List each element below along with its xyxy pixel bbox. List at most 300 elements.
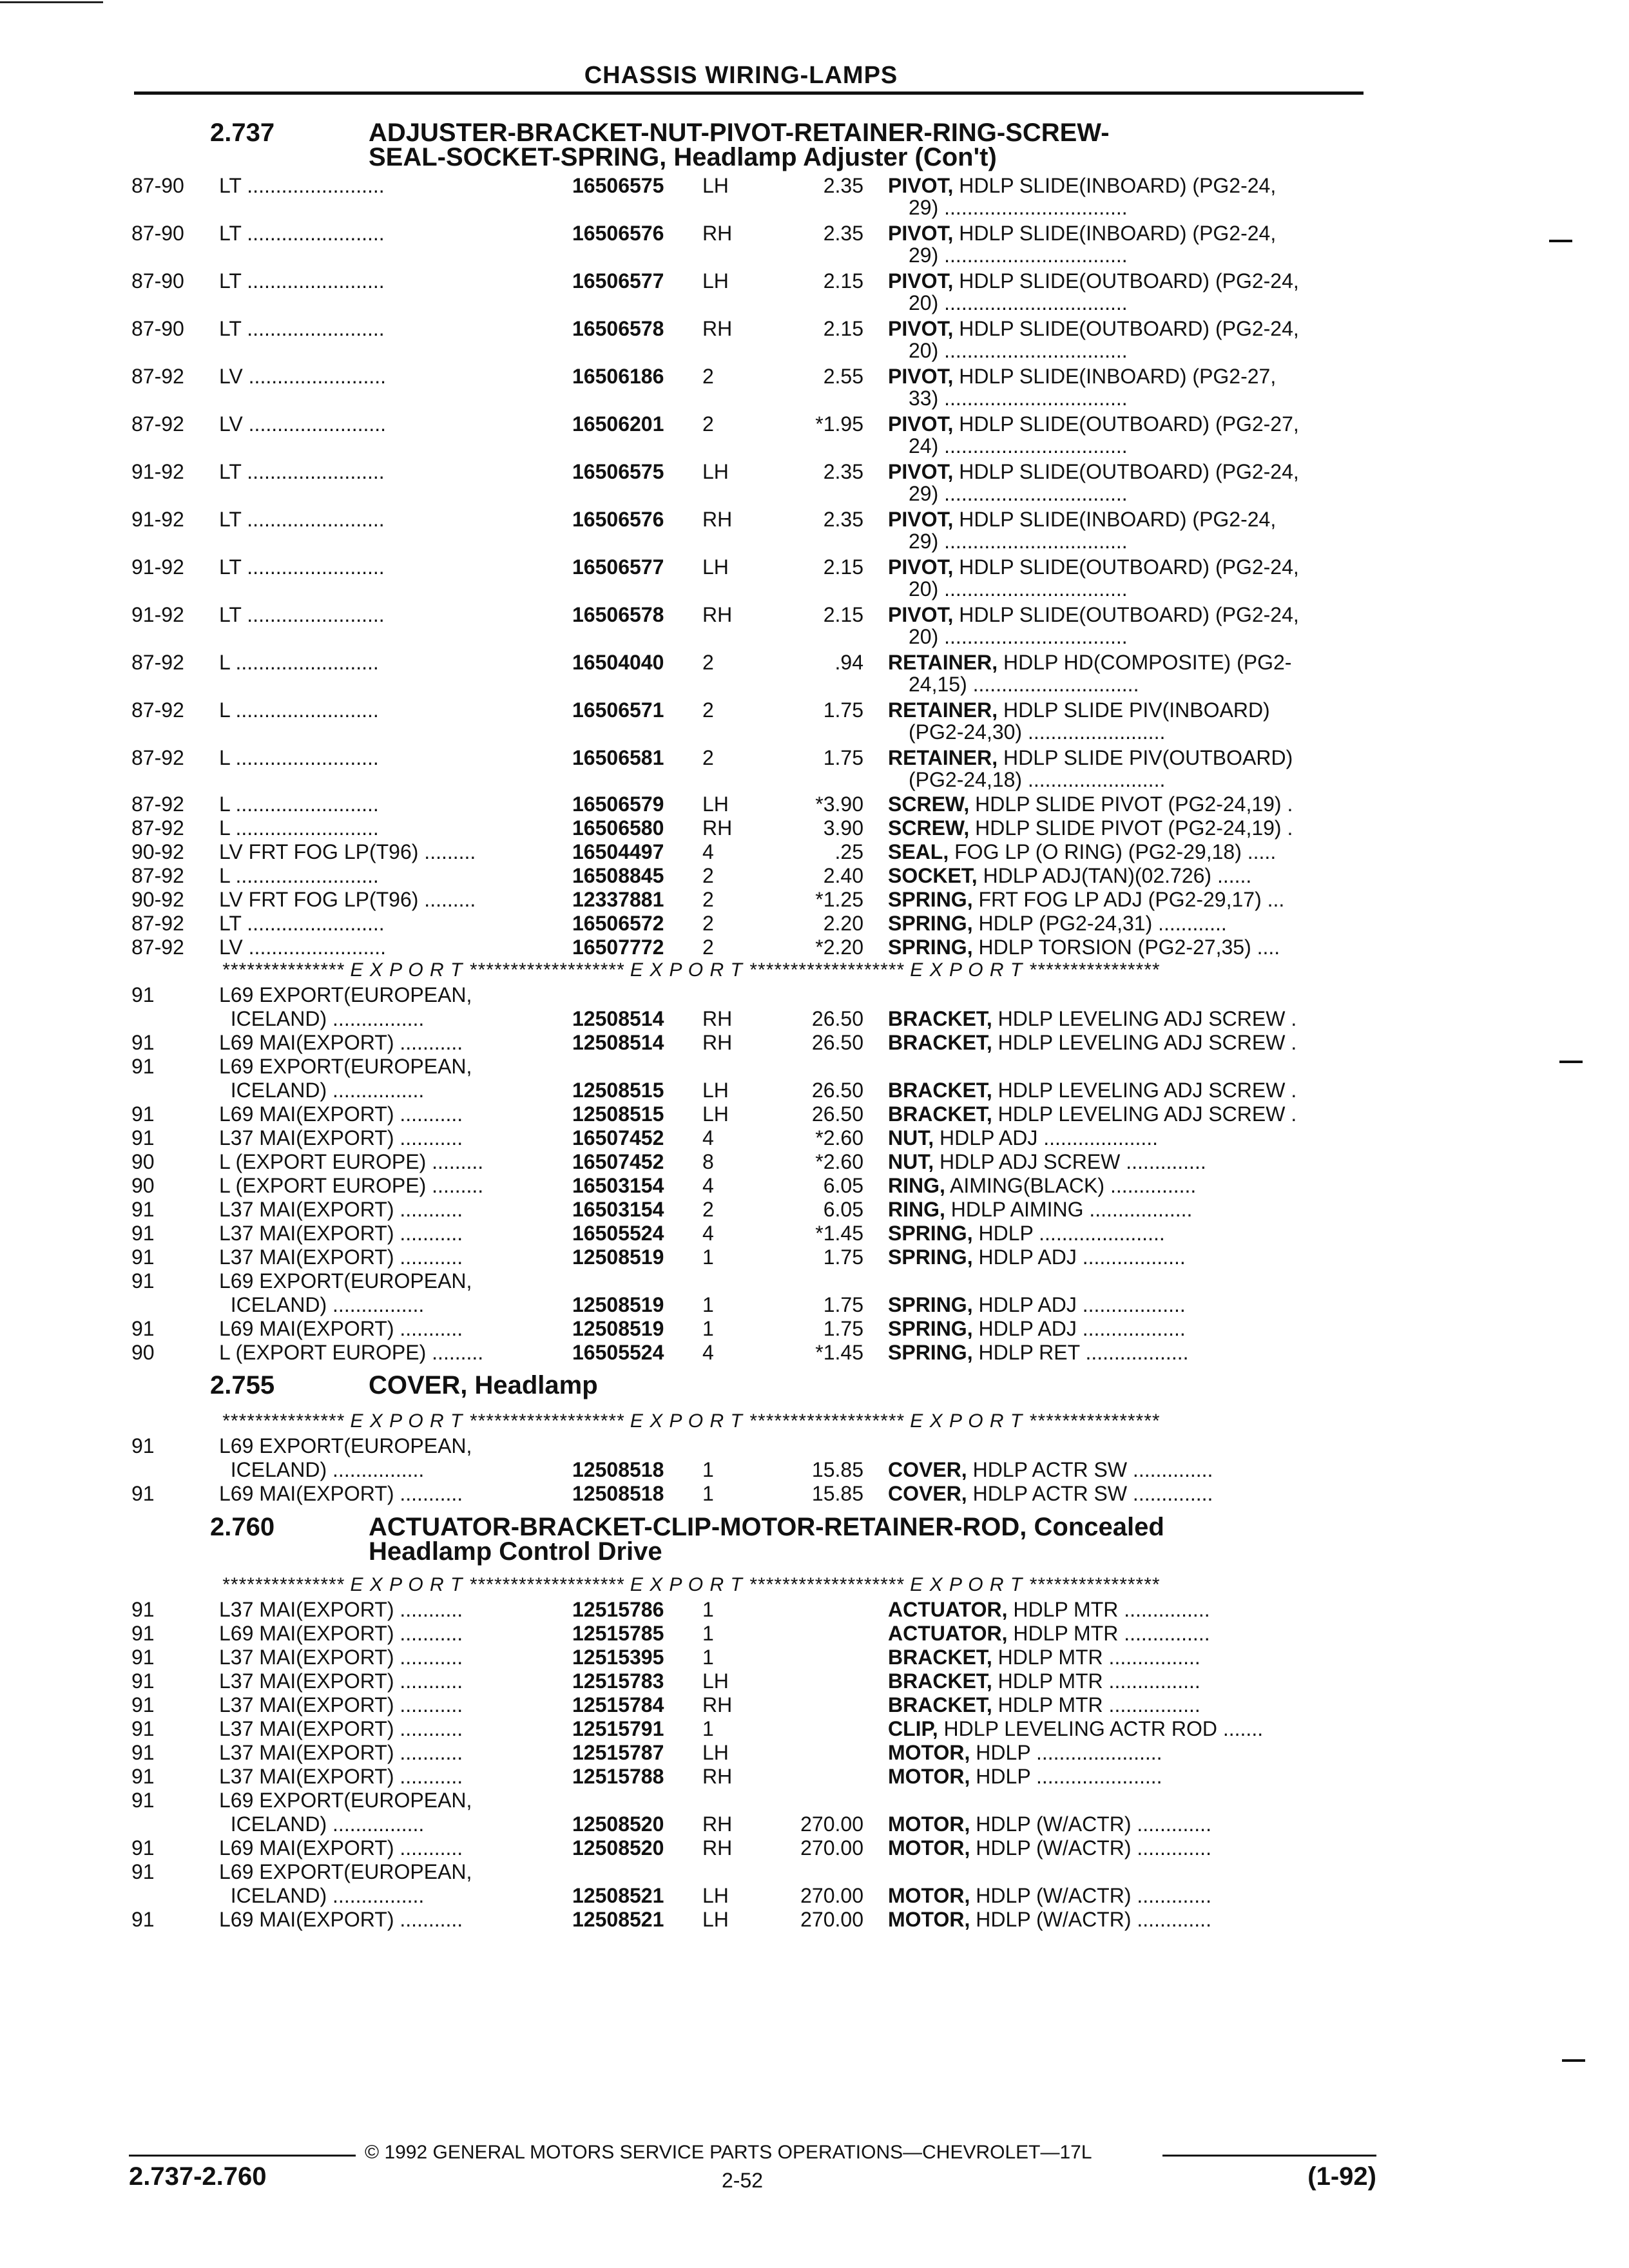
part-description	[888, 555, 1365, 579]
application: LT ........................	[219, 912, 385, 935]
part-name: SCREW,	[888, 816, 970, 840]
price: 26.50	[811, 1102, 863, 1126]
quantity: RH	[702, 1031, 733, 1054]
table-row	[0, 1693, 1629, 1716]
application: L69 MAI(EXPORT) ...........	[219, 1482, 463, 1505]
part-name: MOTOR,	[888, 1765, 970, 1788]
table-row	[0, 1622, 1629, 1645]
part-number: 16507452	[572, 1126, 664, 1149]
part-description-continued: 29) ................................	[909, 530, 1128, 553]
application: L69 MAI(EXPORT) ...........	[219, 1908, 463, 1931]
part-name: PIVOT,	[888, 317, 954, 340]
export-banner: *************** E X P O R T ******************* E X P O R T ******************* E X P O R T ****************	[222, 1411, 1160, 1432]
part-detail: HDLP SLIDE(OUTBOARD) (PG2-24,	[953, 603, 1299, 626]
quantity: LH	[702, 269, 729, 293]
table-row	[0, 508, 1629, 531]
application: L69 EXPORT(EUROPEAN,	[219, 1269, 472, 1293]
part-detail: HDLP AIMING ..................	[945, 1198, 1193, 1221]
part-description	[888, 1031, 1365, 1054]
part-detail: HDLP ......................	[970, 1741, 1162, 1764]
model-year: 91	[131, 1031, 155, 1054]
application: ICELAND) ................	[219, 1079, 425, 1102]
part-number: 16506575	[572, 460, 664, 483]
model-year: 87-92	[131, 936, 184, 959]
part-number: 16505524	[572, 1222, 664, 1245]
part-detail: HDLP (W/ACTR) .............	[970, 1836, 1211, 1860]
part-description	[888, 1198, 1365, 1221]
part-name: SPRING,	[888, 888, 973, 911]
part-description-continued: 24,15) .............................	[909, 673, 1139, 696]
part-description	[888, 1836, 1365, 1860]
part-detail: HDLP SLIDE(INBOARD) (PG2-27,	[953, 365, 1277, 388]
part-name: RING,	[888, 1174, 945, 1197]
part-description	[888, 1669, 1365, 1693]
price: 2.55	[823, 365, 863, 388]
part-description	[888, 317, 1365, 340]
model-year: 87-92	[131, 816, 184, 840]
part-description	[888, 1598, 1365, 1621]
part-description	[888, 1317, 1365, 1340]
application: ICELAND) ................	[219, 1884, 425, 1907]
table-row	[0, 365, 1629, 388]
section-number: 2.760	[210, 1513, 275, 1541]
section-number: 2.737	[210, 119, 275, 147]
part-description	[888, 1741, 1365, 1764]
application: LV FRT FOG LP(T96) .........	[219, 840, 476, 863]
price: *1.25	[815, 888, 863, 911]
part-number: 12508515	[572, 1079, 664, 1102]
quantity: LH	[702, 1669, 729, 1693]
part-number: 16506201	[572, 412, 664, 436]
price: 1.75	[823, 1317, 863, 1340]
model-year: 91	[131, 1765, 155, 1788]
quantity: RH	[702, 1693, 733, 1716]
application: L (EXPORT EUROPE) .........	[219, 1341, 484, 1364]
price: 2.15	[823, 603, 863, 626]
quantity: 1	[702, 1458, 714, 1481]
part-description	[888, 174, 1365, 197]
section-number: 2.755	[210, 1371, 275, 1399]
part-name: BRACKET,	[888, 1102, 992, 1126]
table-row	[0, 1482, 1629, 1505]
quantity: LH	[702, 1102, 729, 1126]
section-title: ACTUATOR-BRACKET-CLIP-MOTOR-RETAINER-ROD, Concealed	[369, 1513, 1164, 1541]
table-row	[0, 555, 1629, 579]
table-row	[0, 1198, 1629, 1221]
model-year: 87-92	[131, 698, 184, 722]
part-description-continued: (PG2-24,18) ........................	[909, 768, 1166, 791]
quantity: RH	[702, 816, 733, 840]
price: *3.90	[815, 793, 863, 816]
part-number: 16506186	[572, 365, 664, 388]
price: 270.00	[800, 1884, 863, 1907]
part-number: 12508520	[572, 1836, 664, 1860]
quantity: LH	[702, 1884, 729, 1907]
part-detail: HDLP ADJ ..................	[972, 1245, 1186, 1269]
part-description	[888, 1222, 1365, 1245]
application: L .........................	[219, 698, 379, 722]
part-name: BRACKET,	[888, 1007, 992, 1030]
price: *2.20	[815, 936, 863, 959]
part-description	[888, 1150, 1365, 1173]
part-detail: HDLP SLIDE(OUTBOARD) (PG2-24,	[953, 269, 1299, 293]
part-name: MOTOR,	[888, 1884, 970, 1907]
part-detail: HDLP LEVELING ADJ SCREW .	[992, 1102, 1297, 1126]
part-number: 12515785	[572, 1622, 664, 1645]
model-year: 91	[131, 1622, 155, 1645]
part-detail: HDLP ADJ ....................	[934, 1126, 1159, 1149]
application: L69 MAI(EXPORT) ...........	[219, 1102, 463, 1126]
table-row-continuation	[0, 768, 1629, 791]
model-year: 91	[131, 1434, 155, 1457]
quantity: 2	[702, 912, 714, 935]
part-number: 16506580	[572, 816, 664, 840]
section-title: COVER, Headlamp	[369, 1371, 598, 1399]
model-year: 87-92	[131, 912, 184, 935]
application: L37 MAI(EXPORT) ...........	[219, 1245, 463, 1269]
model-year: 91	[131, 1055, 155, 1078]
part-name: SPRING,	[888, 912, 973, 935]
part-name: NUT,	[888, 1126, 934, 1149]
quantity: RH	[702, 1007, 733, 1030]
table-row	[0, 317, 1629, 340]
application: LT ........................	[219, 317, 385, 340]
part-name: RETAINER,	[888, 746, 998, 769]
table-row	[0, 1245, 1629, 1269]
quantity: RH	[702, 317, 733, 340]
quantity: LH	[702, 555, 729, 579]
table-row	[0, 1150, 1629, 1173]
part-number: 16506572	[572, 912, 664, 935]
price: 1.75	[823, 1245, 863, 1269]
price: 2.15	[823, 317, 863, 340]
table-row	[0, 864, 1629, 887]
part-name: CLIP,	[888, 1717, 938, 1740]
price: *1.45	[815, 1222, 863, 1245]
part-number: 12508519	[572, 1245, 664, 1269]
quantity: 4	[702, 1126, 714, 1149]
part-detail: HDLP SLIDE(INBOARD) (PG2-24,	[953, 174, 1277, 197]
price: 2.35	[823, 222, 863, 245]
part-name: PIVOT,	[888, 460, 954, 483]
table-row	[0, 793, 1629, 816]
part-number: 12515791	[572, 1717, 664, 1740]
table-row	[0, 1860, 1629, 1883]
part-name: MOTOR,	[888, 1908, 970, 1931]
table-row	[0, 1222, 1629, 1245]
table-row-continuation	[0, 482, 1629, 505]
application: L69 EXPORT(EUROPEAN,	[219, 983, 472, 1006]
quantity: 2	[702, 864, 714, 887]
footer-rule-right	[1162, 2155, 1376, 2157]
part-detail: HDLP ADJ(TAN)(02.726) ......	[977, 864, 1252, 887]
application: L69 MAI(EXPORT) ...........	[219, 1622, 463, 1645]
table-row	[0, 1434, 1629, 1457]
application: LT ........................	[219, 508, 385, 531]
quantity: 4	[702, 1222, 714, 1245]
quantity: 2	[702, 698, 714, 722]
table-row	[0, 1741, 1629, 1764]
model-year: 91	[131, 983, 155, 1006]
application: ICELAND) ................	[219, 1458, 425, 1481]
quantity: RH	[702, 603, 733, 626]
model-year: 91	[131, 1908, 155, 1931]
application: L69 MAI(EXPORT) ...........	[219, 1836, 463, 1860]
model-year: 91	[131, 1646, 155, 1669]
model-year: 87-92	[131, 864, 184, 887]
part-description	[888, 816, 1365, 840]
application: LT ........................	[219, 174, 385, 197]
table-row-continuation	[0, 196, 1629, 219]
part-number: 16506577	[572, 555, 664, 579]
part-name: BRACKET,	[888, 1079, 992, 1102]
part-number: 16506575	[572, 174, 664, 197]
application: L69 EXPORT(EUROPEAN,	[219, 1860, 472, 1883]
application: LT ........................	[219, 460, 385, 483]
part-detail: HDLP (PG2-24,31) ............	[972, 912, 1227, 935]
part-name: PIVOT,	[888, 222, 954, 245]
price: *1.45	[815, 1341, 863, 1364]
part-name: SPRING,	[888, 1293, 973, 1316]
model-year: 87-90	[131, 269, 184, 293]
part-detail: HDLP SLIDE(OUTBOARD) (PG2-24,	[953, 555, 1299, 579]
part-detail: HDLP HD(COMPOSITE) (PG2-	[998, 651, 1292, 674]
model-year: 87-92	[131, 651, 184, 674]
part-name: PIVOT,	[888, 603, 954, 626]
part-description-continued: 29) ................................	[909, 196, 1128, 219]
table-row	[0, 1812, 1629, 1836]
quantity: 1	[702, 1622, 714, 1645]
model-year: 87-90	[131, 222, 184, 245]
price: *1.95	[815, 412, 863, 436]
model-year: 91	[131, 1126, 155, 1149]
table-row	[0, 1079, 1629, 1102]
application: ICELAND) ................	[219, 1007, 425, 1030]
model-year: 91	[131, 1198, 155, 1221]
part-detail: AIMING(BLACK) ...............	[945, 1174, 1197, 1197]
part-description-continued: 33) ................................	[909, 387, 1128, 410]
application: L .........................	[219, 816, 379, 840]
section-title-continued: SEAL-SOCKET-SPRING, Headlamp Adjuster (Con't)	[369, 143, 997, 171]
table-row	[0, 746, 1629, 769]
application: L37 MAI(EXPORT) ...........	[219, 1741, 463, 1764]
model-year: 90	[131, 1341, 155, 1364]
part-description	[888, 1174, 1365, 1197]
application: LT ........................	[219, 555, 385, 579]
part-detail: HDLP LEVELING ACTR ROD .......	[938, 1717, 1264, 1740]
price: 26.50	[811, 1031, 863, 1054]
quantity: LH	[702, 1741, 729, 1764]
part-number: 12515395	[572, 1646, 664, 1669]
part-description	[888, 793, 1365, 816]
part-description	[888, 508, 1365, 531]
part-description	[888, 1245, 1365, 1269]
model-year: 90	[131, 1150, 155, 1173]
application: L69 EXPORT(EUROPEAN,	[219, 1789, 472, 1812]
part-name: SEAL,	[888, 840, 949, 863]
top-edge-rule	[0, 1, 103, 3]
part-name: SCREW,	[888, 793, 970, 816]
footer-date: (1-92)	[1307, 2162, 1376, 2191]
price: 1.75	[823, 746, 863, 769]
part-description-continued: 24) ................................	[909, 434, 1128, 457]
part-name: PIVOT,	[888, 508, 954, 531]
model-year: 91	[131, 1102, 155, 1126]
application: L69 MAI(EXPORT) ...........	[219, 1031, 463, 1054]
part-detail: HDLP SLIDE(OUTBOARD) (PG2-24,	[953, 460, 1299, 483]
part-number: 16504497	[572, 840, 664, 863]
table-row-continuation	[0, 244, 1629, 267]
part-description	[888, 222, 1365, 245]
table-row	[0, 1007, 1629, 1030]
table-row-continuation	[0, 339, 1629, 362]
part-description-continued: 29) ................................	[909, 244, 1128, 267]
model-year: 91	[131, 1245, 155, 1269]
part-number: 12515788	[572, 1765, 664, 1788]
part-detail: HDLP SLIDE PIV(OUTBOARD)	[998, 746, 1293, 769]
section-heading	[210, 120, 1370, 171]
table-row	[0, 1293, 1629, 1316]
table-row-continuation	[0, 530, 1629, 553]
footer-page-number: 2-52	[722, 2169, 764, 2192]
application: L (EXPORT EUROPE) .........	[219, 1174, 484, 1197]
part-description-continued: (PG2-24,30) ........................	[909, 720, 1166, 744]
application: LV ........................	[219, 412, 387, 436]
part-description	[888, 698, 1365, 722]
part-detail: HDLP (W/ACTR) .............	[970, 1884, 1211, 1907]
model-year: 87-92	[131, 746, 184, 769]
table-row-continuation	[0, 673, 1629, 696]
part-name: SPRING,	[888, 1222, 973, 1245]
part-description	[888, 1884, 1365, 1907]
quantity: 1	[702, 1245, 714, 1269]
part-name: MOTOR,	[888, 1741, 970, 1764]
quantity: 8	[702, 1150, 714, 1173]
part-description	[888, 864, 1365, 887]
quantity: LH	[702, 460, 729, 483]
model-year: 87-92	[131, 793, 184, 816]
application: L37 MAI(EXPORT) ...........	[219, 1198, 463, 1221]
application: LV FRT FOG LP(T96) .........	[219, 888, 476, 911]
part-detail: HDLP (W/ACTR) .............	[970, 1812, 1211, 1836]
part-detail: HDLP ADJ SCREW ..............	[934, 1150, 1206, 1173]
header-rule	[134, 91, 1364, 95]
part-detail: HDLP SLIDE(INBOARD) (PG2-24,	[953, 222, 1277, 245]
quantity: RH	[702, 508, 733, 531]
application: L69 EXPORT(EUROPEAN,	[219, 1434, 472, 1457]
part-number: 16504040	[572, 651, 664, 674]
model-year: 91-92	[131, 508, 184, 531]
part-number: 12508519	[572, 1317, 664, 1340]
application: ICELAND) ................	[219, 1812, 425, 1836]
part-detail: HDLP LEVELING ADJ SCREW .	[992, 1031, 1297, 1054]
table-row	[0, 840, 1629, 863]
section-title: ADJUSTER-BRACKET-NUT-PIVOT-RETAINER-RING-SCREW-	[369, 119, 1110, 147]
part-detail: HDLP RET ..................	[972, 1341, 1189, 1364]
part-number: 16506576	[572, 222, 664, 245]
part-name: BRACKET,	[888, 1031, 992, 1054]
quantity: RH	[702, 1765, 733, 1788]
price: 2.35	[823, 460, 863, 483]
application: L .........................	[219, 746, 379, 769]
part-description	[888, 1717, 1365, 1740]
part-detail: HDLP ACTR SW ..............	[967, 1482, 1213, 1505]
footer-rule-left	[129, 2155, 356, 2157]
application: L .........................	[219, 864, 379, 887]
table-row	[0, 1598, 1629, 1621]
application: LV ........................	[219, 365, 387, 388]
price: 26.50	[811, 1079, 863, 1102]
part-detail: HDLP SLIDE(INBOARD) (PG2-24,	[953, 508, 1277, 531]
part-number: 16506571	[572, 698, 664, 722]
quantity: 2	[702, 746, 714, 769]
footer-section-range: 2.737-2.760	[129, 2162, 267, 2191]
table-row-continuation	[0, 625, 1629, 648]
part-detail: HDLP MTR ...............	[1007, 1598, 1210, 1621]
part-number: 16503154	[572, 1198, 664, 1221]
model-year: 91	[131, 1789, 155, 1812]
part-description	[888, 912, 1365, 935]
quantity: 4	[702, 840, 714, 863]
application: L37 MAI(EXPORT) ...........	[219, 1693, 463, 1716]
model-year: 91	[131, 1669, 155, 1693]
application: L (EXPORT EUROPE) .........	[219, 1150, 484, 1173]
section-title-continued: Headlamp Control Drive	[369, 1537, 662, 1566]
quantity: LH	[702, 1079, 729, 1102]
application: L37 MAI(EXPORT) ...........	[219, 1222, 463, 1245]
table-row	[0, 1717, 1629, 1740]
price: 2.40	[823, 864, 863, 887]
quantity: 4	[702, 1341, 714, 1364]
model-year: 90	[131, 1174, 155, 1197]
part-detail: HDLP SLIDE PIVOT (PG2-24,19) .	[969, 793, 1293, 816]
part-detail: HDLP MTR ................	[992, 1646, 1200, 1669]
page-title: CHASSIS WIRING-LAMPS	[584, 62, 898, 89]
part-description	[888, 1293, 1365, 1316]
table-row	[0, 698, 1629, 722]
part-name: PIVOT,	[888, 412, 954, 436]
part-name: RETAINER,	[888, 698, 998, 722]
price: 2.15	[823, 269, 863, 293]
part-number: 12508515	[572, 1102, 664, 1126]
quantity: 2	[702, 936, 714, 959]
part-number: 16505524	[572, 1341, 664, 1364]
part-number: 12515786	[572, 1598, 664, 1621]
part-description	[888, 1482, 1365, 1505]
model-year: 91	[131, 1482, 155, 1505]
table-row	[0, 1341, 1629, 1364]
table-row	[0, 1317, 1629, 1340]
part-number: 16507452	[572, 1150, 664, 1173]
part-detail: HDLP LEVELING ADJ SCREW .	[992, 1079, 1297, 1102]
part-name: BRACKET,	[888, 1646, 992, 1669]
part-description	[888, 1079, 1365, 1102]
model-year: 91	[131, 1317, 155, 1340]
part-description	[888, 840, 1365, 863]
price: *2.60	[815, 1126, 863, 1149]
part-name: NUT,	[888, 1150, 934, 1173]
part-name: SPRING,	[888, 1341, 973, 1364]
part-description-continued: 20) ................................	[909, 339, 1128, 362]
part-name: SPRING,	[888, 936, 973, 959]
part-description-continued: 20) ................................	[909, 291, 1128, 314]
part-detail: HDLP ......................	[970, 1765, 1162, 1788]
application: L69 MAI(EXPORT) ...........	[219, 1317, 463, 1340]
table-row	[0, 816, 1629, 840]
table-row	[0, 1458, 1629, 1481]
quantity: 2	[702, 412, 714, 436]
application: LT ........................	[219, 222, 385, 245]
